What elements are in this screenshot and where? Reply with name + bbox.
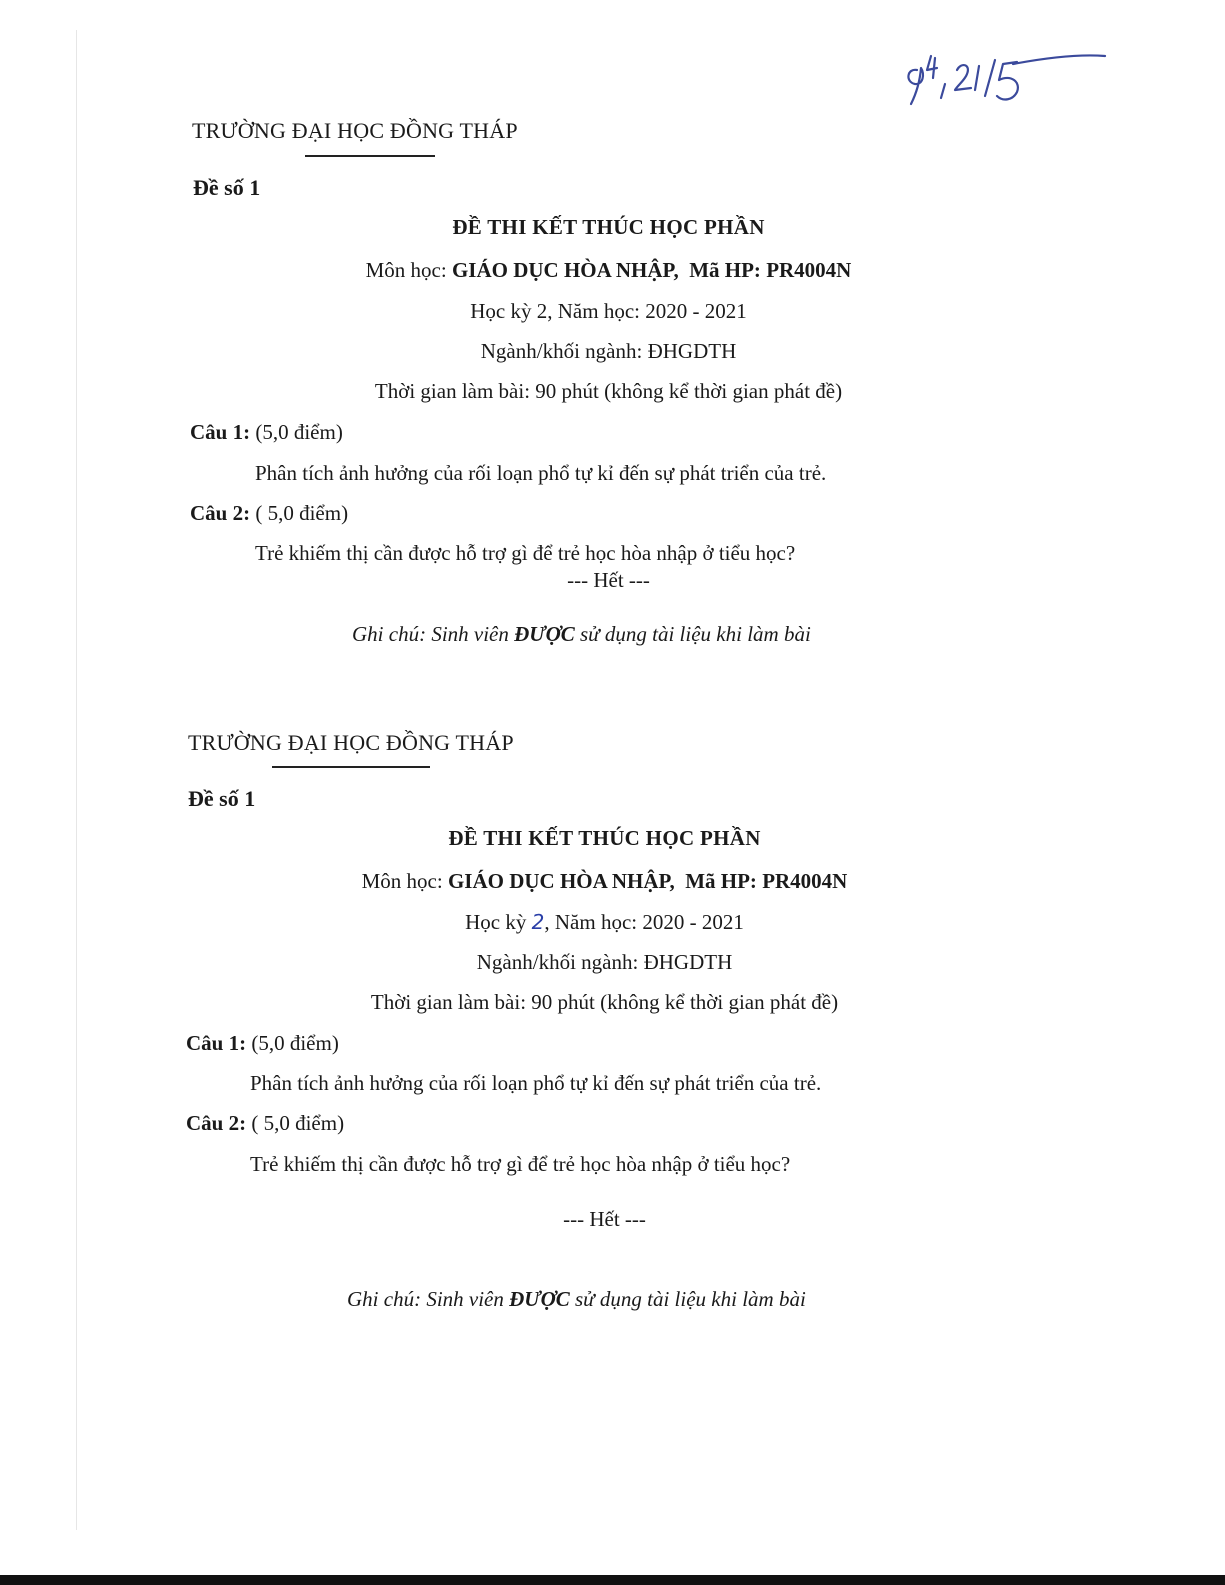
subject-value: GIÁO DỤC HÒA NHẬP,	[447, 869, 675, 893]
question-2-header	[190, 501, 348, 526]
subject-label: Môn học:	[361, 869, 443, 893]
question-2-points: ( 5,0 điểm)	[251, 1111, 345, 1135]
subject-value: GIÁO DỤC HÒA NHẬP,	[451, 258, 679, 282]
question-1-points: (5,0 điểm)	[251, 1031, 339, 1055]
code-value: PR4004N	[762, 869, 848, 893]
subject-label: Môn học:	[365, 258, 447, 282]
major-line: Ngành/khối ngành: ĐHGDTH	[480, 339, 737, 363]
note-prefix: Ghi chú: Sinh viên	[352, 622, 509, 646]
exam-title: ĐỀ THI KẾT THÚC HỌC PHẦN	[448, 826, 761, 850]
school-name: TRƯỜNG ĐẠI HỌC ĐỒNG THÁP	[192, 118, 518, 143]
subject-line	[0, 258, 1221, 283]
school-name: TRƯỜNG ĐẠI HỌC ĐỒNG THÁP	[188, 730, 514, 755]
semester-line	[0, 910, 1217, 935]
question-2-text: Trẻ khiếm thị cần được hỗ trợ gì để trẻ học hòa nhập ở tiểu học?	[250, 1152, 791, 1176]
end-marker: --- Hết ---	[563, 1207, 646, 1231]
question-2-label: Câu 2:	[190, 501, 251, 525]
question-1-text: Phân tích ảnh hưởng của rối loạn phổ tự kỉ đến sự phát triển của trẻ.	[255, 461, 827, 485]
question-2-label: Câu 2:	[186, 1111, 247, 1135]
code-label: Mã HP:	[689, 258, 761, 282]
duration-line: Thời gian làm bài: 90 phút (không kể thời gian phát đề)	[370, 990, 839, 1014]
semester-suffix: , Năm học: 2020 - 2021	[547, 299, 747, 323]
code-value: PR4004N	[766, 258, 852, 282]
question-1-label: Câu 1:	[190, 420, 251, 444]
semester-suffix: , Năm học: 2020 - 2021	[544, 910, 744, 934]
question-2-text: Trẻ khiếm thị cần được hỗ trợ gì để trẻ học hòa nhập ở tiểu học?	[255, 541, 796, 565]
handwritten-score	[895, 27, 1115, 120]
question-1-label: Câu 1:	[186, 1031, 247, 1055]
semester-prefix: Học kỳ	[465, 910, 527, 934]
major-line: Ngành/khối ngành: ĐHGDTH	[476, 950, 733, 974]
semester-line	[0, 299, 1221, 324]
duration-line: Thời gian làm bài: 90 phút (không kể thời gian phát đề)	[374, 379, 843, 403]
note-suffix: sử dụng tài liệu khi làm bài	[575, 1287, 806, 1311]
question-1-text: Phân tích ảnh hưởng của rối loạn phổ tự kỉ đến sự phát triển của trẻ.	[250, 1071, 822, 1095]
question-1-header	[190, 420, 343, 445]
exam-number: Đề số 1	[193, 175, 261, 200]
note-bold: ĐƯỢC	[509, 1287, 570, 1311]
exam-title: ĐỀ THI KẾT THÚC HỌC PHẦN	[452, 215, 765, 239]
semester-prefix: Học kỳ	[470, 299, 532, 323]
note-prefix: Ghi chú: Sinh viên	[347, 1287, 504, 1311]
note-suffix: sử dụng tài liệu khi làm bài	[580, 622, 811, 646]
end-marker: --- Hết ---	[567, 568, 650, 592]
scan-edge-bottom	[0, 1575, 1225, 1585]
school-underline	[305, 155, 435, 157]
note-bold: ĐƯỢC	[514, 622, 575, 646]
subject-line	[0, 869, 1217, 894]
note-line	[352, 622, 811, 647]
semester-number-handwritten: 2	[531, 910, 545, 934]
scan-edge	[76, 30, 77, 1530]
school-underline	[272, 766, 430, 768]
question-2-points: ( 5,0 điểm)	[255, 501, 349, 525]
exam-number: Đề số 1	[188, 786, 256, 811]
question-1-points: (5,0 điểm)	[255, 420, 343, 444]
question-2-header	[186, 1111, 344, 1136]
handwritten-score-text: 9⁴, 21/5	[895, 27, 946, 44]
note-line	[347, 1287, 806, 1312]
semester-number: 2	[536, 299, 548, 323]
question-1-header	[186, 1031, 339, 1056]
code-label: Mã HP:	[685, 869, 757, 893]
